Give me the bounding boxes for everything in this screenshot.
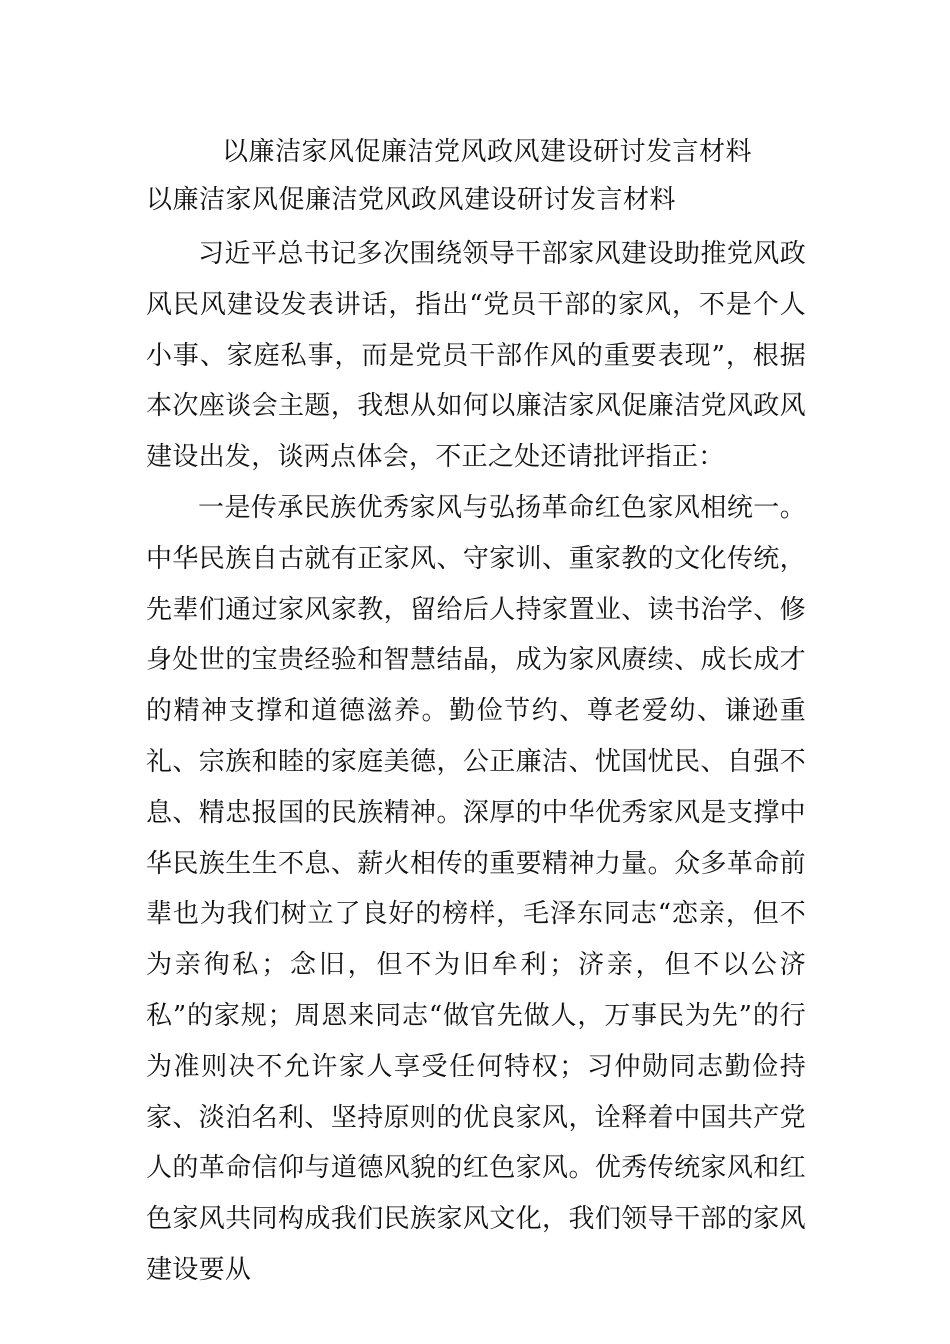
document-subtitle: 以廉洁家风促廉洁党风政风建设研讨发言材料 bbox=[146, 185, 677, 215]
paragraph-point-one: 一是传承民族优秀家风与弘扬革命红色家风相统一。中华民族自古就有正家风、守家训、重家教的文化传统，先辈们通过家风家教，留给后人持家置业、读书治学、修身处世的宝贵经验和智慧结晶，成为家风赓续、成长成才的精神支撑和道德滋养。勤俭节约、尊老爱幼、谦逊重礼、宗族和睦的家庭美德，公正廉洁、忧国忧民、自强不息、精忠报国的民族精神。深厚的中华优秀家风是支撑中华民族生生不息、薪火相传的重要精神力量。众多革命前辈也为我们树立了良好的榜样，毛泽东同志“恋亲，但不为亲徇私；念旧，但不为旧牟利；济亲，但不以公济私”的家规；周恩来同志“做官先做人，万事民为先”的行为准则决不允许家人享受任何特权；习仲勋同志勤俭持家、淡泊名利、坚持原则的优良家风，诠释着中国共产党人的革命信仰与道德风貌的红色家风。优秀传统家风和红色家风共同构成我们民族家风文化，我们领导干部的家风建设要从 bbox=[146, 493, 806, 1285]
document-title: 以廉洁家风促廉洁党风政风建设研讨发言材料 bbox=[222, 137, 753, 167]
paragraph-intro: 习近平总书记多次围绕领导干部家风建设助推党风政风民风建设发表讲话，指出“党员干部的家风，不是个人小事、家庭私事，而是党员干部作风的重要表现”，根据本次座谈会主题，我想从如何以廉洁家风促廉洁党风政风建设出发，谈两点体会，不正之处还请批评指正： bbox=[146, 239, 806, 473]
